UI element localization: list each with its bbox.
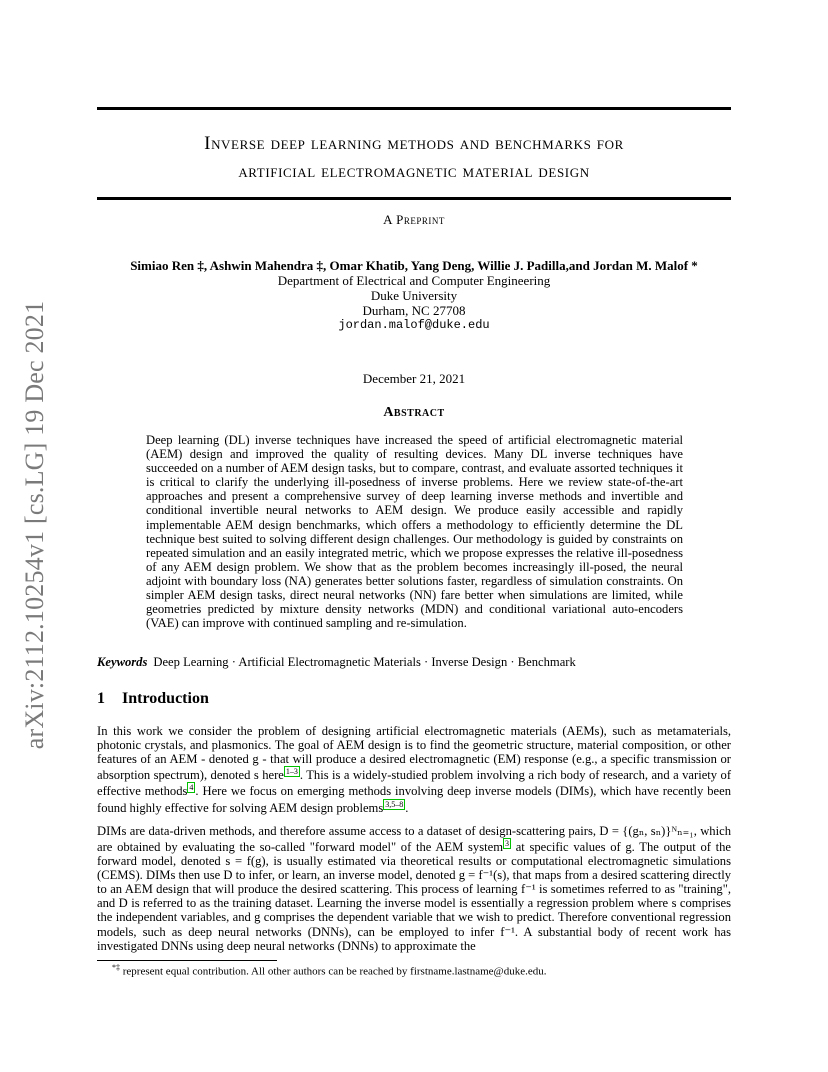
footnote-rule (97, 960, 277, 961)
section-heading-introduction (97, 690, 209, 708)
title-bottom-rule (97, 197, 731, 200)
title-line-2: artificial electromagnetic material design (238, 161, 590, 182)
footnote-text: represent equal contribution. All other authors can be reached by firstname.lastname@duke.edu. (120, 965, 547, 978)
p1-text-b: . This is a widely-studied problem involving a rich body of research, and a variety of effective methods (97, 768, 732, 799)
university: Duke University (370, 288, 458, 303)
citation-link[interactable]: 1–3 (285, 767, 298, 777)
preprint-label: A Preprint (383, 212, 445, 227)
paper-date: December 21, 2021 (362, 371, 466, 386)
citation-link[interactable]: 3 (505, 839, 510, 849)
p2-text-a: DIMs are data-driven methods, and therefore assume access to a dataset of design-scattering pairs, D = {(gₙ, sₙ)}ᴺₙ₌₁, which are obtained by evaluating the so-called "forward model" of the AEM system (97, 824, 731, 855)
intro-paragraph-1 (97, 724, 731, 815)
footnote (112, 963, 546, 978)
keywords-line (97, 655, 576, 670)
section-number: 1 (97, 690, 105, 707)
citation-link[interactable]: 3,5–8 (385, 799, 404, 809)
p1-text-d: . (405, 800, 409, 815)
footnote-mark: *‡ (112, 963, 120, 972)
intro-paragraph-2 (97, 824, 731, 953)
affiliation (97, 273, 731, 333)
title-line-1: Inverse deep learning methods and benchmarks for (204, 133, 624, 154)
keywords-list: Deep Learning · Artificial Electromagnetic Materials · Inverse Design · Benchmark (153, 655, 576, 669)
author-list: Simiao Ren ‡, Ashwin Mahendra ‡, Omar Khatib, Yang Deng, Willie J. Padilla,and Jordan M. Malof * (130, 258, 698, 273)
p1-text-a: In this work we consider the problem of designing artificial electromagnetic materials (AEMs), such as metamaterials, photonic crystals, and plasmonics. The goal of AEM design is to find the geometric structure, material composition, or other features of an AEM - denoted g - that will produce a desired electromagnetic (EM) response (e.g., a specific transmission or absorption spectrum), denoted s here (97, 724, 731, 783)
abstract-heading: Abstract (383, 405, 445, 420)
city: Durham, NC 27708 (362, 303, 466, 318)
p2-text-b: at specific values of g. The output of the forward model, denoted s = f(g), is usually estimated via theoretical results or computational electromagnetic simulations (CEMS). DIMs then use D to infer, or learn, an inverse model, denoted g = f⁻¹(s), that maps from a desired scattering directly to an AEM design that will produce the desired scattering. This process of learning f⁻¹ is sometimes referred to as "training", and D is referred to as the training dataset. Learning the inverse model is essentially a regression problem where s comprises the independent variables, and g comprises the dependent variable that we wish to predict. Therefore conventional regression models, such as deep neural networks (DNNs), can be employed to infer f⁻¹. A substantial body of recent work has investigated DNNs using deep neural networks (DNNs) to approximate the (97, 840, 732, 953)
keywords-label: Keywords (97, 655, 148, 669)
citation-link[interactable]: 4 (189, 783, 194, 793)
arxiv-identifier (10, 290, 60, 760)
contact-email[interactable]: jordan.malof@duke.edu (338, 318, 490, 332)
title-top-rule (97, 107, 731, 110)
paper-title (97, 130, 731, 186)
section-title: Introduction (122, 690, 209, 707)
abstract-body: Deep learning (DL) inverse techniques have increased the speed of artificial electromagnetic material (AEM) design and improved the quality of resulting devices. Many DL inverse techniques have succeeded on a number of AEM design tasks, but to compare, contrast, and evaluate assorted techniques it is critical to clarify the underlying ill-posedness of inverse problems. Here we review state-of-the-art approaches and present a comprehensive survey of deep learning inverse methods and invertible and conditional invertible neural networks to AEM design. We produce easily accessible and rapidly implementable AEM design benchmarks, which offers a methodology to efficiently determine the DL technique best suited to solving different design challenges. Our methodology is guided by constraints on repeated simulation and an easily integrated metric, which we propose expresses the relative ill-posedness of any AEM design problem. We show that as the problem becomes increasingly ill-posed, the neural adjoint with boundary loss (NA) generates better solutions faster, regardless of simulation constraints. On simpler AEM design tasks, direct neural networks (NN) fare better when simulations are limited, while geometries predicted by mixture density networks (MDN) and conditional variational auto-encoders (VAE) can improve with continued sampling and re-simulation. (146, 433, 683, 631)
p1-text-c: . Here we focus on emerging methods involving deep inverse models (DIMs), which have recently been found highly effective for solving AEM design problems (97, 784, 731, 815)
arxiv-identifier-text: arXiv:2112.10254v1 [cs.LG] 19 Dec 2021 (20, 300, 49, 750)
department: Department of Electrical and Computer Engineering (277, 273, 551, 288)
